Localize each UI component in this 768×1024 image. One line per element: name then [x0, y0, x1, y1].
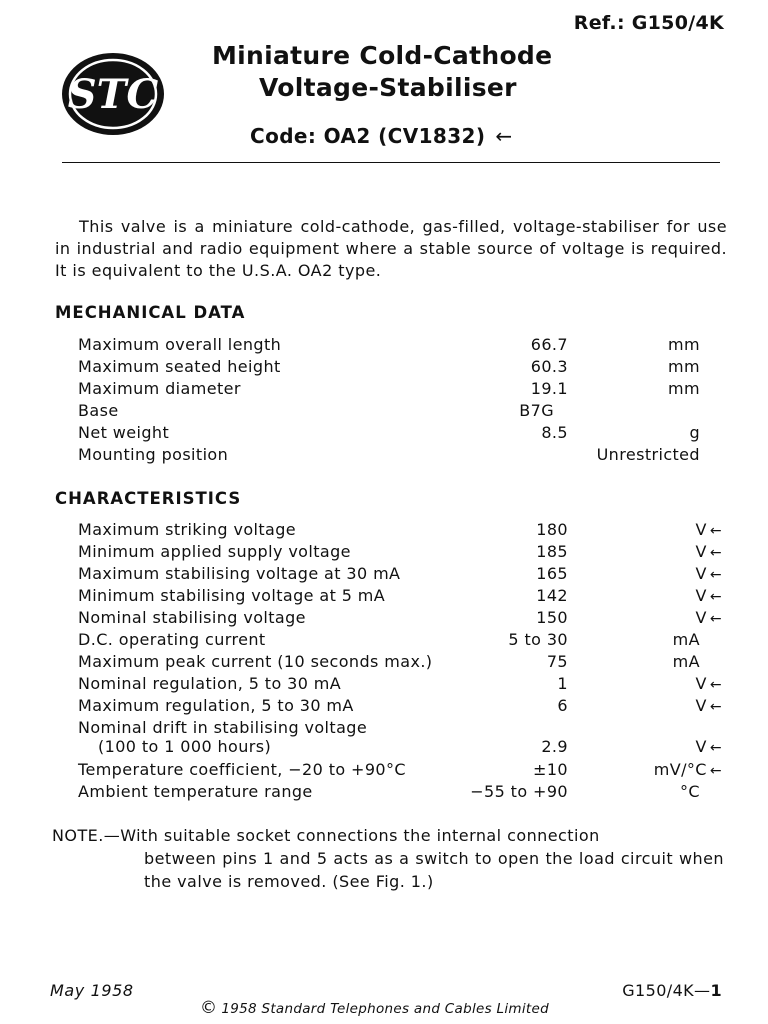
row-label: Temperature coefficient, −20 to +90°C [78, 760, 406, 779]
row-unit [668, 335, 700, 354]
row-value: −55 to +90 [470, 782, 568, 801]
page-reference [622, 981, 722, 1000]
row-unit [696, 586, 723, 605]
document-reference: Ref.: G150/4K [573, 12, 724, 34]
note-continuation: between pins 1 and 5 acts as a switch to open the load circuit when the valve is removed. (See Fig. 1.) [144, 849, 724, 891]
change-arrow-icon: ← [709, 740, 722, 756]
table-row [0, 696, 768, 718]
row-value: 75 [546, 652, 568, 671]
row-label: D.C. operating current [78, 630, 266, 649]
title-line-1: Miniature Cold-Cathode [212, 41, 553, 70]
unit-text: mm [668, 357, 700, 376]
row-unit [689, 423, 700, 442]
row-label: Ambient temperature range [78, 782, 313, 801]
page-number: 1 [710, 981, 722, 1000]
row-unit [696, 542, 723, 561]
unit-text: °C [680, 782, 700, 801]
row-value: 142 [536, 586, 568, 605]
row-label: Mounting position [78, 445, 229, 464]
table-row [0, 564, 768, 586]
table-row [0, 520, 768, 542]
table-row [0, 445, 768, 467]
unit-text: V [695, 542, 707, 561]
row-value: ±10 [533, 760, 568, 779]
change-arrow-icon: ← [709, 589, 722, 605]
row-unit [696, 520, 723, 539]
table-row [0, 760, 768, 782]
row-value: 5 to 30 [508, 630, 568, 649]
stc-logo [60, 50, 166, 138]
note-line-1: NOTE.—With suitable socket connections the internal connection [52, 826, 600, 845]
row-value: 66.7 [530, 335, 568, 354]
unit-text: mA [672, 652, 700, 671]
row-label: Net weight [78, 423, 170, 442]
row-unit [696, 696, 723, 715]
title-line-2: Voltage-Stabiliser [259, 73, 517, 102]
table-row [0, 335, 768, 357]
row-unit [668, 357, 700, 376]
copyright-line [200, 998, 549, 1018]
note-paragraph [52, 824, 724, 893]
issue-date: May 1958 [50, 981, 134, 1000]
row-unit [668, 379, 700, 398]
header-divider [62, 162, 720, 163]
row-value: 165 [536, 564, 568, 583]
change-arrow-icon: ← [709, 611, 722, 627]
copyright-icon: © [200, 998, 218, 1018]
row-label: Base [78, 401, 119, 420]
row-value: Unrestricted [596, 445, 700, 464]
row-unit [654, 760, 722, 779]
change-arrow-icon: ← [709, 545, 722, 561]
row-label: Maximum overall length [78, 335, 282, 354]
unit-text: V [695, 737, 707, 756]
table-row [0, 782, 768, 804]
table-row [0, 423, 768, 445]
unit-text: V [695, 586, 707, 605]
table-row [0, 357, 768, 379]
mechanical-data-heading: MECHANICAL DATA [55, 303, 246, 322]
intro-paragraph [55, 216, 727, 282]
table-row [0, 586, 768, 608]
row-unit [696, 737, 723, 756]
row-value: 185 [536, 542, 568, 561]
row-label: Nominal regulation, 5 to 30 mA [78, 674, 342, 693]
copyright-text: 1958 Standard Telephones and Cables Limited [221, 1001, 549, 1017]
row-value: 19.1 [530, 379, 568, 398]
row-value: 1 [557, 674, 568, 693]
unit-text: V [695, 564, 707, 583]
table-row [0, 652, 768, 674]
row-label: Maximum striking voltage [78, 520, 297, 539]
unit-text: mm [668, 335, 700, 354]
change-arrow-icon: ← [709, 567, 722, 583]
row-label: Maximum peak current (10 seconds max.) [78, 652, 433, 671]
table-row [0, 401, 768, 423]
row-value: 180 [536, 520, 568, 539]
row-value: B7G [519, 401, 554, 420]
row-label: Maximum stabilising voltage at 30 mA [78, 564, 401, 583]
row-unit [673, 652, 700, 671]
unit-text: V [695, 608, 707, 627]
row-label: Maximum seated height [78, 357, 281, 376]
change-arrow-icon: ← [709, 763, 722, 779]
table-row [0, 674, 768, 696]
valve-code [250, 124, 513, 148]
row-label: Minimum stabilising voltage at 5 mA [78, 586, 386, 605]
table-row [0, 379, 768, 401]
row-value: 150 [536, 608, 568, 627]
unit-text: V [695, 520, 707, 539]
unit-text: V [695, 674, 707, 693]
row-value: 2.9 [541, 737, 568, 756]
row-label: Nominal drift in stabilising voltage [78, 718, 368, 737]
change-arrow-icon: ← [495, 124, 513, 148]
row-value: 8.5 [541, 423, 568, 442]
intro-text: This valve is a miniature cold-cathode, gas-filled, voltage-stabiliser for use in industrial and radio equipment where a stable source of voltage is required. It is equivalent to the U.S.A. OA2 type. [55, 217, 727, 280]
row-unit [680, 782, 700, 801]
row-label: Maximum regulation, 5 to 30 mA [78, 696, 354, 715]
change-arrow-icon: ← [709, 677, 722, 693]
unit-text: V [695, 696, 707, 715]
unit-text: g [689, 423, 700, 442]
row-unit [696, 608, 723, 627]
table-row [0, 608, 768, 630]
row-label: (100 to 1 000 hours) [98, 737, 272, 756]
row-unit [673, 630, 700, 649]
page-ref-prefix: G150/4K— [622, 981, 711, 1000]
change-arrow-icon: ← [709, 523, 722, 539]
unit-text: mV/°C [653, 760, 707, 779]
row-unit [696, 674, 723, 693]
row-value: 60.3 [530, 357, 568, 376]
change-arrow-icon: ← [709, 699, 722, 715]
row-label: Minimum applied supply voltage [78, 542, 351, 561]
unit-text: mm [668, 379, 700, 398]
row-unit [696, 564, 723, 583]
row-label: Nominal stabilising voltage [78, 608, 306, 627]
row-value: 6 [557, 696, 568, 715]
unit-text: mA [672, 630, 700, 649]
row-label: Maximum diameter [78, 379, 241, 398]
table-row [0, 542, 768, 564]
characteristics-heading: CHARACTERISTICS [55, 489, 242, 508]
logo-lettering: STC [67, 71, 159, 118]
valve-code-text: Code: OA2 (CV1832) [250, 124, 486, 148]
table-row [0, 737, 768, 759]
table-row [0, 630, 768, 652]
